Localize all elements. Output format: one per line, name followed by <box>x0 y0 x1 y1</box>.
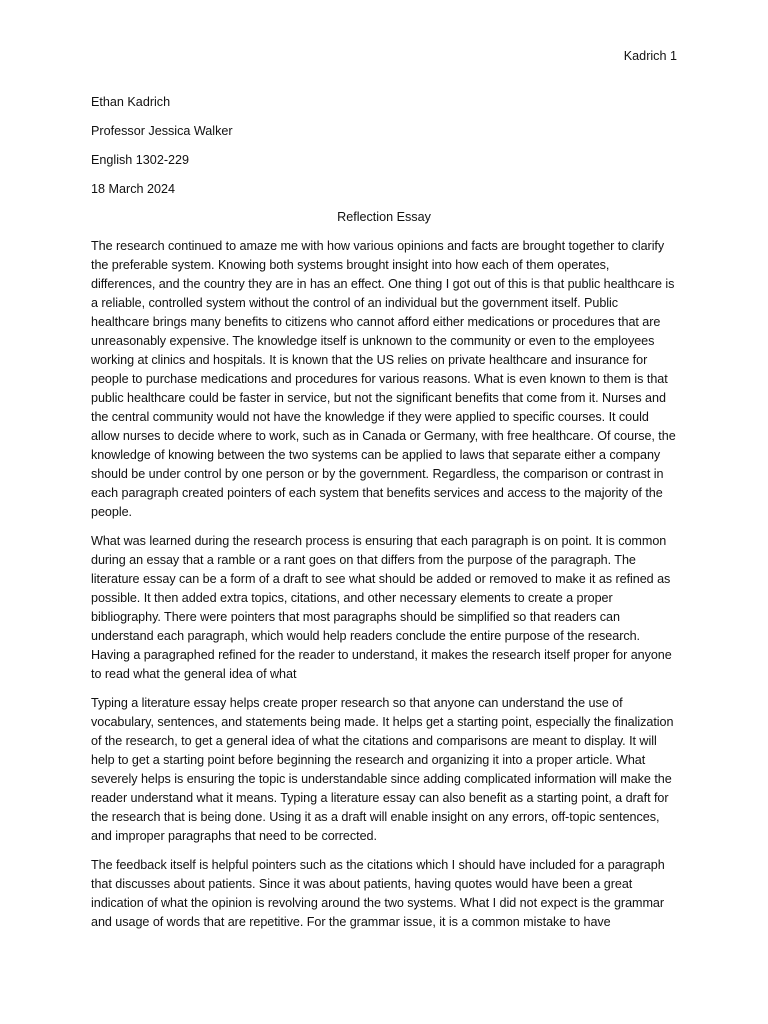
course-name: English 1302-229 <box>91 153 190 167</box>
essay-body <box>91 237 677 942</box>
instructor-name: Professor Jessica Walker <box>91 124 233 138</box>
paragraph-2: What was learned during the research process is ensuring that each paragraph is on point. It is common during an essay that a ramble or a rant goes on that differs from the purpose of the paragraph. The literature essay can be a form of a draft to see what should be added or removed to make it as refined as possible. It then added extra topics, citations, and other necessary elements to create a proper bibliography. There were pointers that most paragraphs should be simplified so that readers can understand each paragraph, which would help readers conclude the entire purpose of the research. Having a paragraphed refined for the reader to understand, it makes the research itself proper for anyone to read what the general idea of what <box>91 534 672 681</box>
paragraph-3: Typing a literature essay helps create proper research so that anyone can understand the use of vocabulary, sentences, and statements being made. It helps get a starting point, especially the finalization of the research, to get a general idea of what the citations and comparisons are meant to display. It will help to get a starting point before beginning the research and organizing it into a proper article. What severely helps is ensuring the topic is understandable since adding complicated information will make the reader understand what it means. Typing a literature essay can also benefit as a starting point, a draft for the research that is being done. Using it as a draft will enable insight on any errors, off-topic sentences, and improper paragraphs that need to be corrected. <box>91 696 674 843</box>
paragraph-4: The feedback itself is helpful pointers such as the citations which I should have included for a paragraph that discusses about patients. Since it was about patients, having quotes would have been a great indication of what the opinion is revolving around the two systems. What I did not expect is the grammar and usage of words that are repetitive. For the grammar issue, it is a common mistake to have <box>91 858 665 929</box>
mla-heading <box>91 93 677 209</box>
essay-date: 18 March 2024 <box>91 182 176 196</box>
running-head: Kadrich 1 <box>623 49 677 63</box>
paragraph-1: The research continued to amaze me with how various opinions and facts are brought together to clarify the preferable system. Knowing both systems brought insight into how each of them operates, differences, and the country they are in has an effect. One thing I got out of this is that public healthcare is a reliable, controlled system without the control of an individual but the government itself. Public healthcare brings many benefits to citizens who cannot afford either medications or procedures that are unreasonably expensive. The knowledge itself is unknown to the community or even to the employees working at clinics and hospitals. It is known that the US relies on private healthcare and insurance for people to purchase medications and procedures for various reasons. What is even known to them is that public healthcare could be faster in service, but not the significant benefits that come from it. Nurses and the central community would not have the knowledge if they were applied to specific courses. It could allow nurses to decide where to work, such as in Canada or Germany, with free healthcare. Of course, the knowledge of knowing between the two systems can be applied to laws that separate either a company should be under control by one person or by the government. Regardless, the comparison or contrast in each paragraph created pointers of each system that benefits services and access to the majority of the people. <box>91 239 676 519</box>
author-name: Ethan Kadrich <box>91 95 171 109</box>
essay-title: Reflection Essay <box>337 210 431 224</box>
